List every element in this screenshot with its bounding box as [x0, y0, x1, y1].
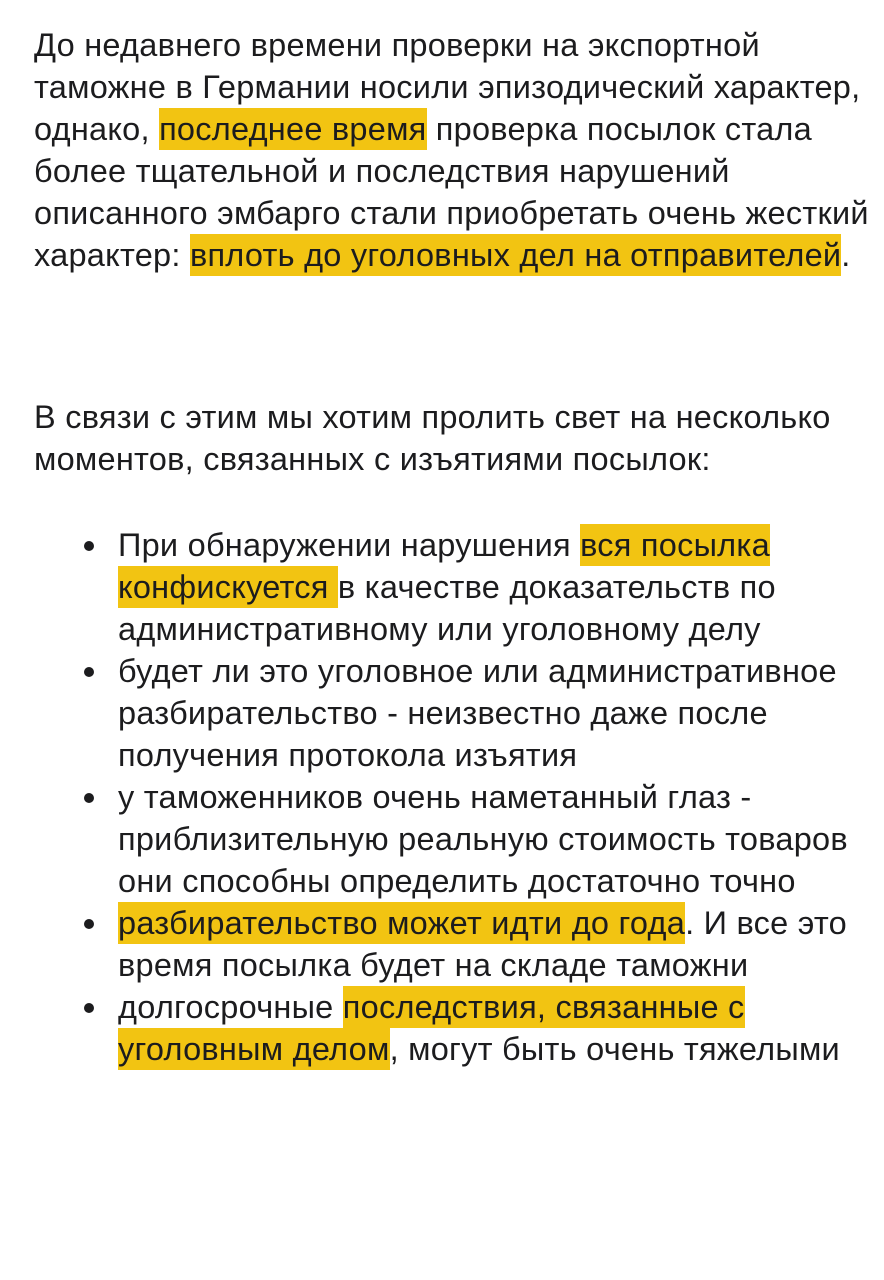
lead-paragraph: В связи с этим мы хотим пролить свет на несколько моментов, связанных с изъятиями посылок: [34, 399, 831, 477]
bullet-2-text: будет ли это уголовное или административное разбирательство - неизвестно даже после получения протокола изъятия [118, 653, 837, 773]
bullet-1-text-1: При обнаружении нарушения [118, 527, 581, 563]
highlight-consequences: последствия, связанные с уголовным делом [118, 986, 745, 1070]
bullet-item-proceedings-type [118, 650, 870, 776]
bullet-item-duration [118, 902, 870, 986]
article-body [34, 24, 870, 1070]
intro-paragraph [34, 24, 870, 276]
bullet-1-text-2: в качестве доказательств по административному или уголовному делу [118, 569, 776, 647]
bullet-item-confiscation [118, 524, 870, 650]
bullet-item-consequences [118, 986, 870, 1070]
highlight-recent-time: последнее время [159, 108, 426, 150]
bullet-5-text-2: , могут быть очень тяжелыми [389, 1031, 840, 1067]
intro-text-2: проверка посылок стала более тщательной и последствия нарушений описанного эмбарго стали приобретать очень жесткий характер: [34, 111, 869, 273]
bullet-4-text-2: . И все это время посылка будет на складе таможни [118, 905, 847, 983]
highlight-confiscated: вся посылка конфискуется [118, 524, 770, 608]
bullet-list [34, 524, 870, 1070]
intro-text-3: . [841, 237, 851, 273]
bullet-5-text-1: долгосрочные [118, 989, 343, 1025]
bullet-3-text: у таможенников очень наметанный глаз - приблизительную реальную стоимость товаров они способны определить достаточно точно [118, 779, 848, 899]
bullet-item-customs-eye [118, 776, 870, 902]
highlight-criminal-cases: вплоть до уголовных дел на отправителей [190, 234, 841, 276]
highlight-up-to-year: разбирательство может идти до года [118, 902, 685, 944]
intro-text-1: До недавнего времени проверки на экспортной таможне в Германии носили эпизодический характер, однако, [34, 27, 861, 147]
